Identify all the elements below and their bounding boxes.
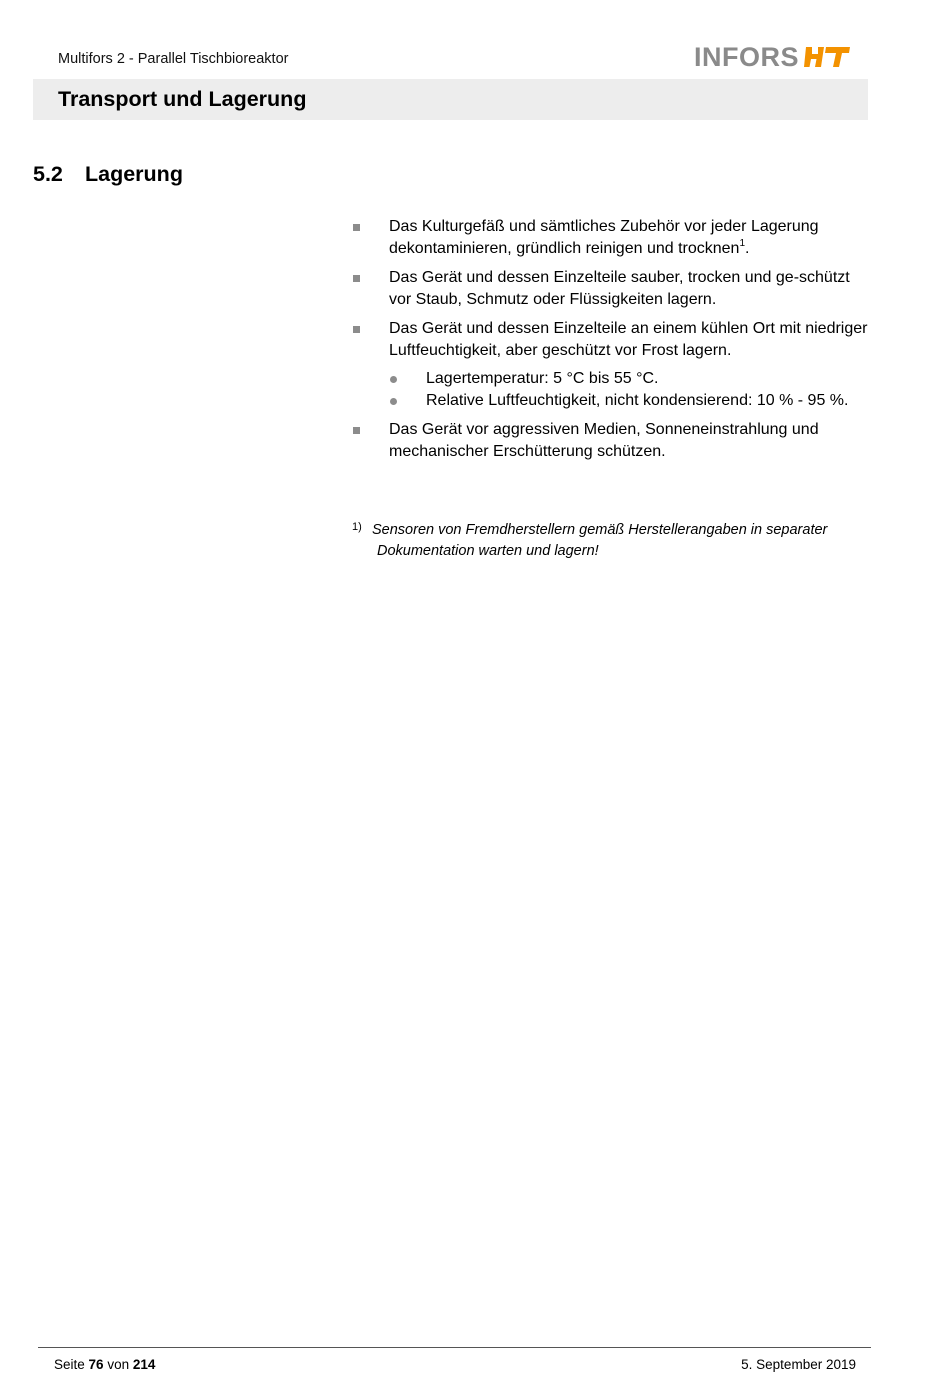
footnote-reference[interactable]: 1 xyxy=(739,237,746,249)
list-item-text: Das Gerät und dessen Einzelteile sauber, trocken und ge-schützt vor Staub, Schmutz oder Flüssigkeiten lagern. xyxy=(389,269,850,308)
round-bullet-icon xyxy=(390,398,397,405)
section-number: 5.2 xyxy=(33,162,63,186)
square-bullet-icon xyxy=(353,224,360,231)
footnote-mark: 1) xyxy=(352,521,362,533)
chapter-title: Transport und Lagerung xyxy=(58,87,307,111)
sub-list-item xyxy=(389,390,872,412)
footer-divider xyxy=(38,1347,871,1348)
list-item-tail: . xyxy=(745,240,750,257)
chapter-band xyxy=(33,79,868,120)
document-title: Multifors 2 - Parallel Tischbioreaktor xyxy=(58,51,289,67)
infors-ht-logo xyxy=(694,42,850,72)
list-item xyxy=(352,419,872,463)
square-bullet-icon xyxy=(353,326,360,333)
sub-list-item xyxy=(389,368,872,390)
round-bullet-icon xyxy=(390,376,397,383)
square-bullet-icon xyxy=(353,275,360,282)
section-heading xyxy=(33,161,183,187)
document-date: 5. September 2019 xyxy=(741,1357,856,1372)
page-separator: von xyxy=(107,1357,130,1372)
page-prefix: Seite xyxy=(54,1357,85,1372)
list-item-text: Das Gerät vor aggressiven Medien, Sonneneinstrahlung und mechanischer Erschütterung schützen. xyxy=(389,421,819,460)
square-bullet-icon xyxy=(353,427,360,434)
page-number xyxy=(54,1357,155,1372)
footnote xyxy=(352,520,872,562)
footnote-text-line-1: Sensoren von Fremdherstellern gemäß Herstellerangaben in separater xyxy=(372,522,828,538)
list-item-text: Das Gerät und dessen Einzelteile an einem kühlen Ort mit niedriger Luftfeuchtigkeit, aber geschützt vor Frost lagern. xyxy=(389,320,868,359)
page-total: 214 xyxy=(132,1357,156,1372)
page-current: 76 xyxy=(88,1357,104,1372)
list-item-text: Das Kulturgefäß und sämtliches Zubehör vor jeder Lagerung dekontaminieren, gründlich reinigen und trocknen xyxy=(389,218,819,257)
logo-text: INFORS xyxy=(694,42,800,72)
list-item xyxy=(352,318,872,412)
sub-list xyxy=(389,368,872,412)
sub-list-item-text: Relative Luftfeuchtigkeit, nicht kondensierend: 10 % - 95 %. xyxy=(426,392,849,409)
list-item xyxy=(352,267,872,311)
sub-list-item-text: Lagertemperatur: 5 °C bis 55 °C. xyxy=(426,370,659,387)
ht-logo-mark-icon xyxy=(804,45,850,69)
footnote-text-line-2: Dokumentation warten und lagern! xyxy=(377,543,599,559)
section-title: Lagerung xyxy=(85,162,183,186)
storage-instructions-list xyxy=(352,216,872,470)
list-item xyxy=(352,216,872,260)
